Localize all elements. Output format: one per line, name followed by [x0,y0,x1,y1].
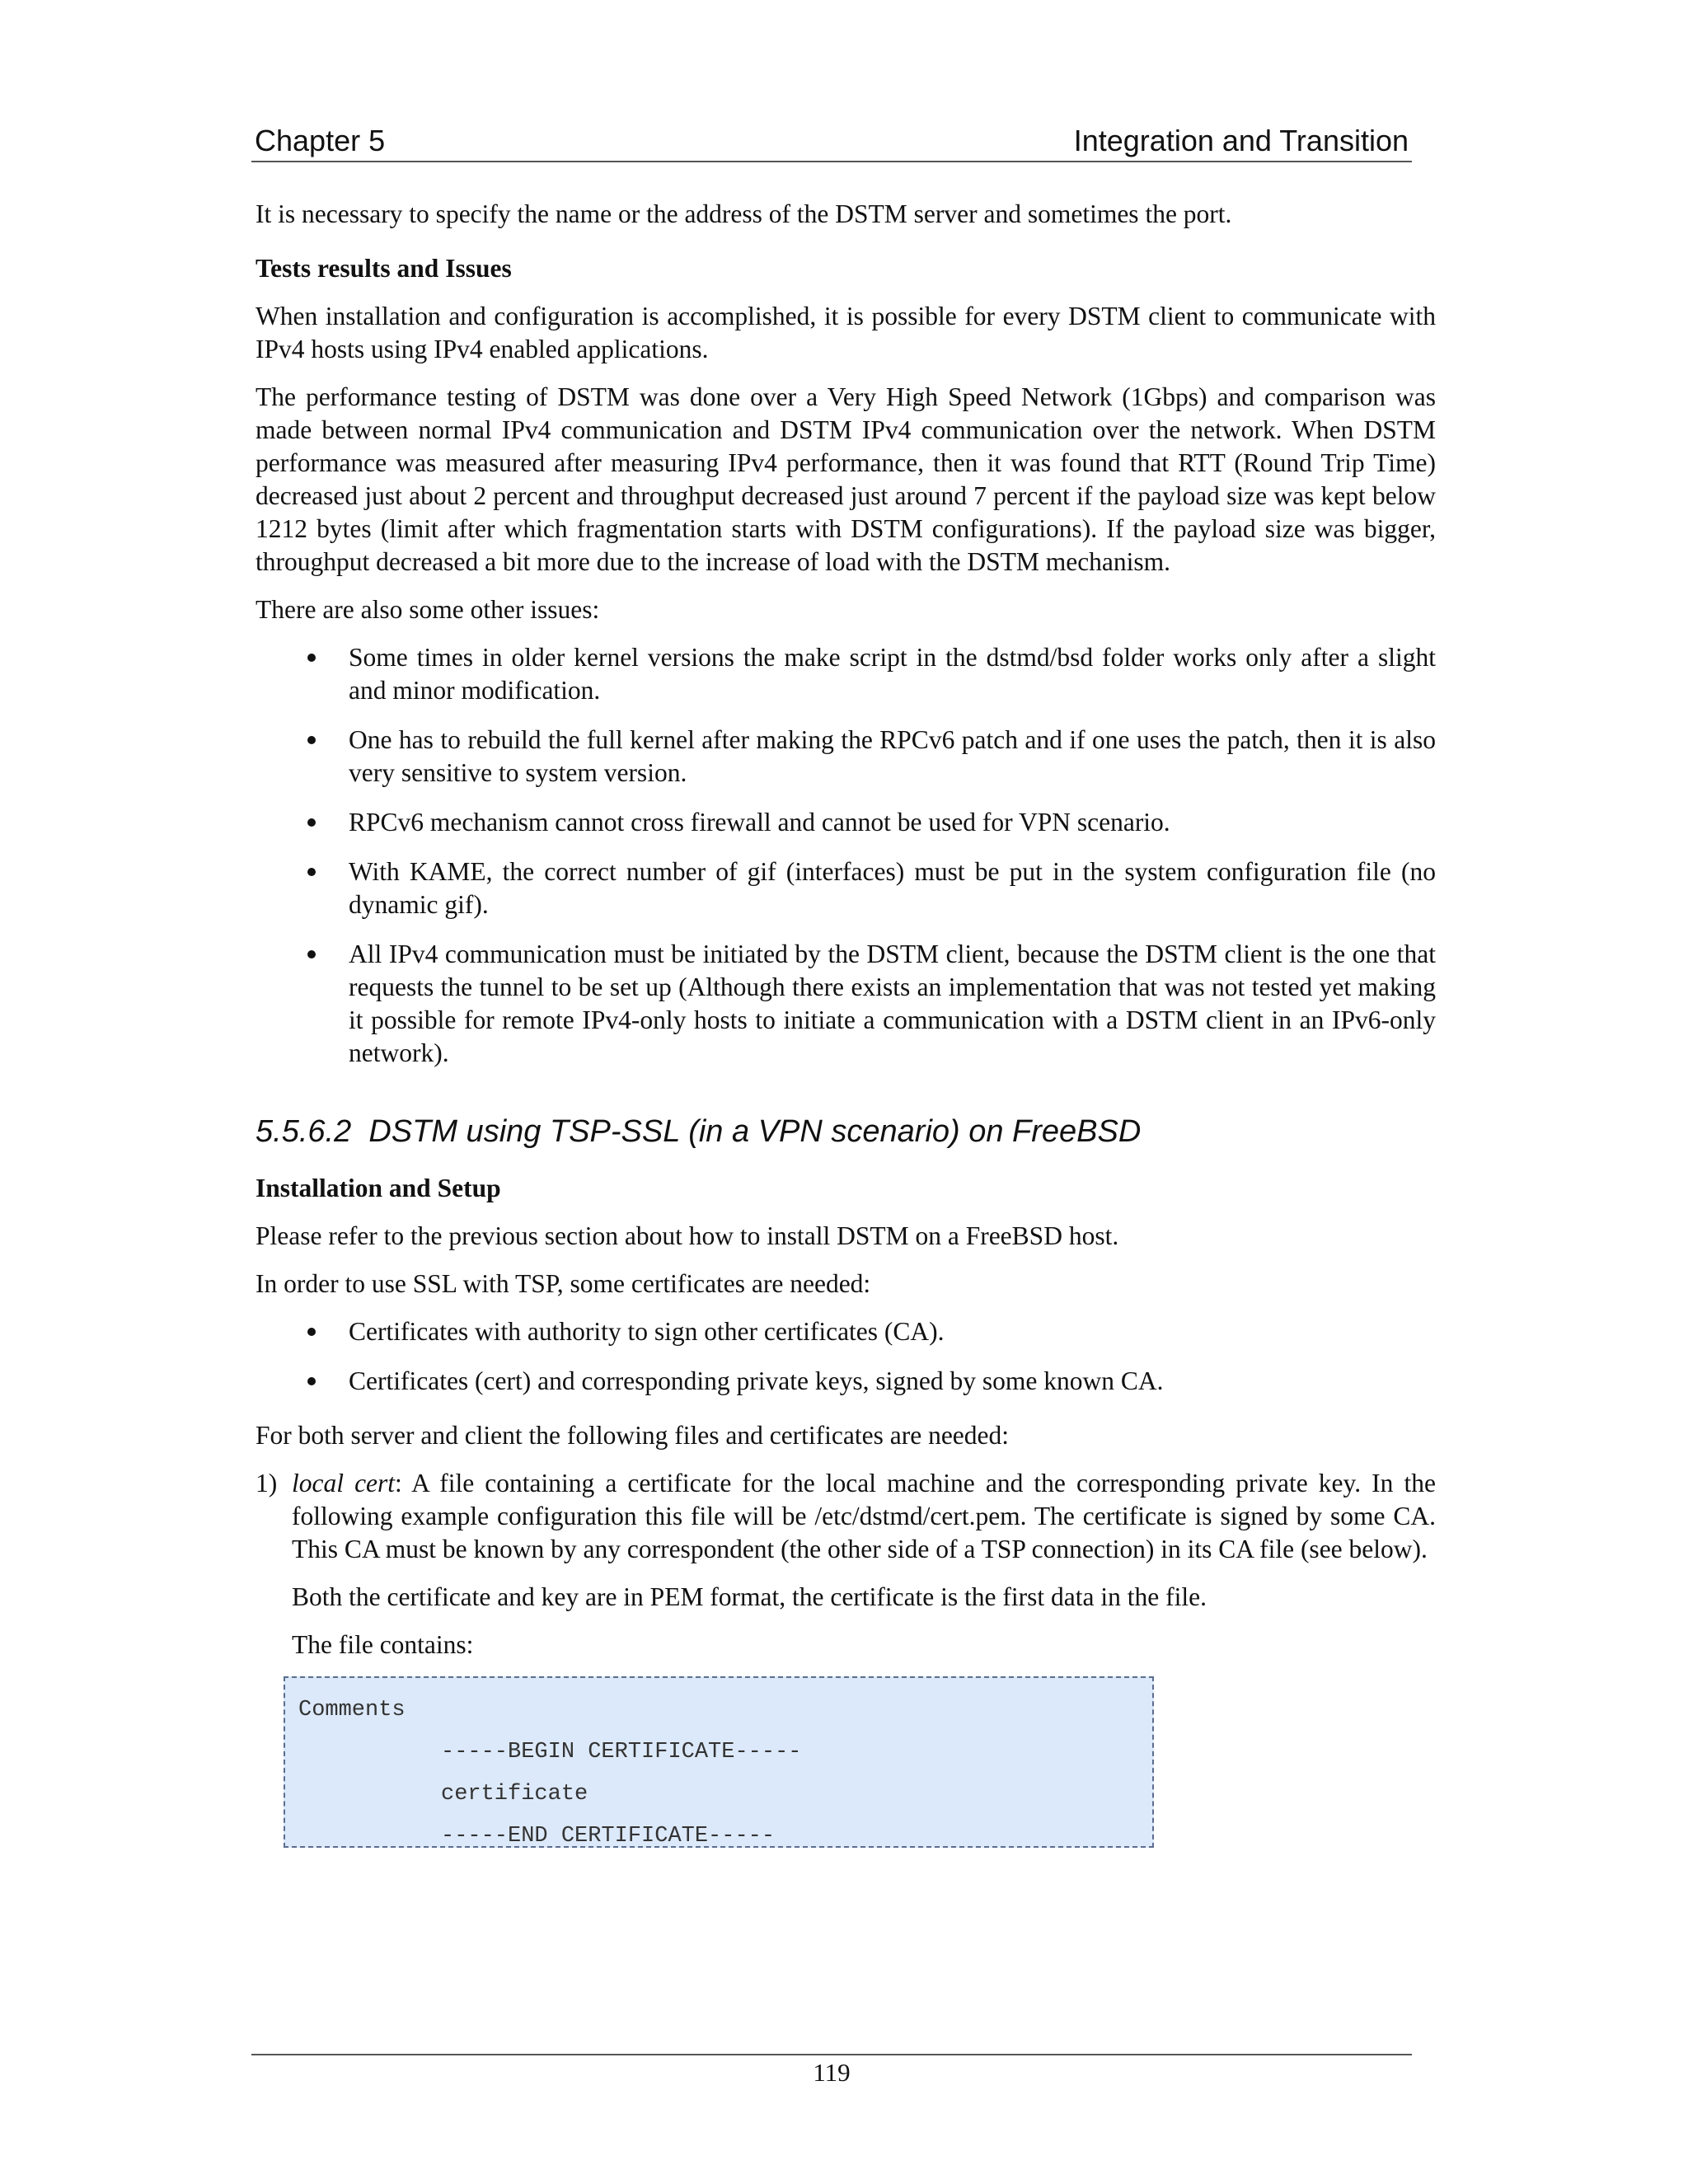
tests-heading: Tests results and Issues [256,254,512,283]
cert-list [256,1315,1436,1398]
section-title: DSTM using TSP-SSL (in a VPN scenario) on FreeBSD [368,1114,1142,1149]
code-line: -----END CERTIFICATE----- [441,1824,776,1849]
list-item: All IPv4 communication must be initiated by the DSTM client, because the DSTM client is the one that requests the tunnel to be set up (Although there exists an implementation that was not tested yet making it possible for remote IPv4-only hosts to initiate a communication with a DSTM client in an IPv6-only network). [256,938,1436,1070]
list-item: Certificates (cert) and corresponding private keys, signed by some known CA. [256,1365,1436,1398]
numbered-item-1 [256,1467,1436,1566]
code-block [284,1676,1154,1848]
item-text: : A file containing a certificate for the local machine and the corresponding private key. In the following example configuration this file will be /etc/dstmd/cert.pem. The certificate is signed by some CA. This CA must be known by any correspondent (the other side of a TSP connection) in its CA file (see below). [292,1469,1436,1563]
code-line: -----BEGIN CERTIFICATE----- [441,1740,802,1765]
install-paragraph-2: In order to use SSL with TSP, some certificates are needed: [256,1269,871,1298]
tests-paragraph-3: There are also some other issues: [256,595,600,624]
item-1-paragraph-3: The file contains: [292,1630,474,1659]
section-heading [256,1113,1436,1151]
page-number: 119 [813,2058,851,2087]
section-number: 5.5.6.2 [256,1114,352,1149]
list-item: Some times in older kernel versions the make script in the dstmd/bsd folder works only after a slight and minor modification. [256,641,1436,707]
page-header [251,124,1412,162]
code-line: Comments [298,1698,406,1722]
install-paragraph-3: For both server and client the following files and certificates are needed: [256,1421,1010,1450]
code-line: certificate [441,1782,588,1807]
item-number: 1) [256,1469,278,1497]
chapter-label: Chapter 5 [255,124,386,157]
item-term: local cert [292,1469,396,1497]
tests-paragraph-2: The performance testing of DSTM was done over a Very High Speed Network (1Gbps) and comparison was made between normal IPv4 communication and DSTM IPv4 communication over the network. When DSTM performance was measured after measuring IPv4 performance, then it was found that RTT (Round Trip Time) decreased just about 2 percent and throughput decreased just around 7 percent if the payload size was kept below 1212 bytes (limit after which fragmentation starts with DSTM configurations). If the payload size was bigger, throughput decreased a bit more due to the increase of load with the DSTM mechanism. [256,382,1436,576]
list-item: RPCv6 mechanism cannot cross firewall and cannot be used for VPN scenario. [256,806,1436,839]
list-item: With KAME, the correct number of gif (interfaces) must be put in the system configuration file (no dynamic gif). [256,855,1436,921]
install-heading: Installation and Setup [256,1174,501,1202]
issues-list [256,641,1436,1070]
chapter-title: Integration and Transition [1073,124,1409,157]
intro-paragraph: It is necessary to specify the name or the address of the DSTM server and sometimes the port. [256,199,1232,228]
item-1-paragraph-2: Both the certificate and key are in PEM format, the certificate is the first data in the file. [292,1582,1207,1611]
page-body [256,198,1436,1848]
footer-divider [251,2054,1412,2055]
install-paragraph-1: Please refer to the previous section about how to install DSTM on a FreeBSD host. [256,1221,1119,1250]
tests-paragraph-1: When installation and configuration is accomplished, it is possible for every DSTM client to communicate with IPv4 hosts using IPv4 enabled applications. [256,302,1436,363]
list-item: One has to rebuild the full kernel after making the RPCv6 patch and if one uses the patch, then it is also very sensitive to system version. [256,724,1436,790]
list-item: Certificates with authority to sign other certificates (CA). [256,1315,1436,1348]
